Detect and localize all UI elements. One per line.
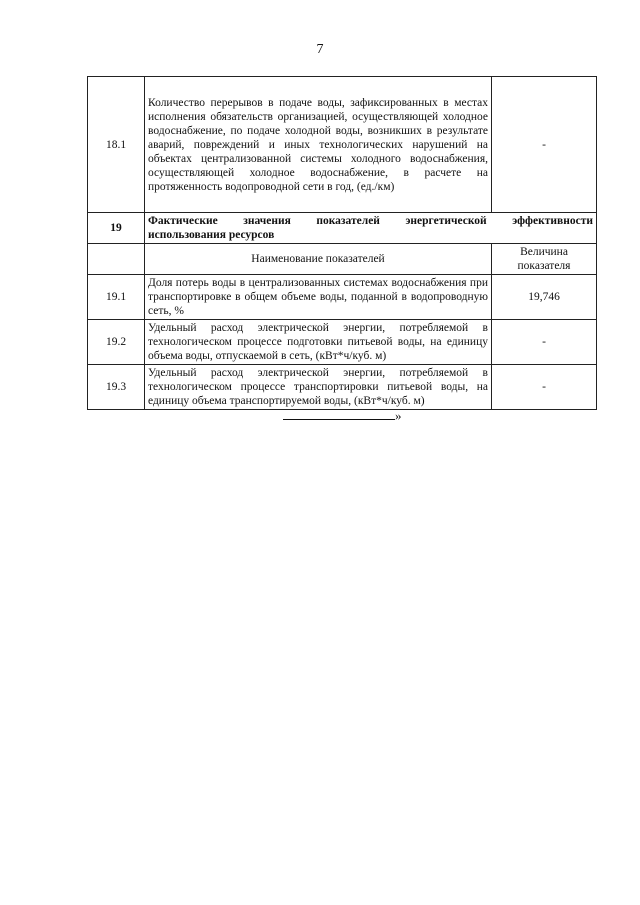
indicator-description: Доля потерь воды в централизованных системах водоснабжения при транспортировке в общем объеме воды, поданной в водопроводную сеть, % bbox=[145, 275, 492, 320]
column-header-row bbox=[88, 244, 597, 275]
closing-quote: » bbox=[395, 408, 402, 423]
indicators-table bbox=[87, 76, 597, 410]
indicator-description: Удельный расход электрической энергии, потребляемой в технологическом процессе транспортировки питьевой воды, на единицу объема транспортируемой воды, (кВт*ч/куб. м) bbox=[145, 365, 492, 410]
indicator-description: Количество перерывов в подаче воды, зафиксированных в местах исполнения обязательств организацией, осуществляющей холодное водоснабжение, по подаче холодной воды, возникших в результате аварий, повреждений и иных технологических нарушений на объектах централизованной системы холодного водоснабжения, осуществляющей холодное водоснабжение, в расчете на протяженность водопроводной сети в год, (ед./км) bbox=[145, 77, 492, 213]
section-title bbox=[145, 213, 597, 244]
table-row bbox=[88, 77, 597, 213]
closing-mark bbox=[283, 408, 402, 424]
table-row bbox=[88, 365, 597, 410]
row-number: 19.2 bbox=[88, 320, 145, 365]
signature-line bbox=[283, 409, 395, 420]
column-header-name: Наименование показателей bbox=[145, 244, 492, 275]
empty-cell bbox=[88, 244, 145, 275]
indicator-value: - bbox=[492, 77, 597, 213]
indicator-value: - bbox=[492, 365, 597, 410]
section-number: 19 bbox=[88, 213, 145, 244]
section-header-row bbox=[88, 213, 597, 244]
row-number: 19.1 bbox=[88, 275, 145, 320]
section-title-line2: использования ресурсов bbox=[148, 229, 275, 241]
page-number: 7 bbox=[316, 42, 324, 57]
indicator-value: 19,746 bbox=[492, 275, 597, 320]
section-title-line1: Фактические значения показателей энергетической эффективности bbox=[148, 215, 593, 227]
table-row bbox=[88, 320, 597, 365]
indicator-value: - bbox=[492, 320, 597, 365]
row-number: 18.1 bbox=[88, 77, 145, 213]
table-row bbox=[88, 275, 597, 320]
column-header-value: Величина показателя bbox=[492, 244, 597, 275]
indicator-description: Удельный расход электрической энергии, потребляемой в технологическом процессе подготовки питьевой воды, на единицу объема воды, отпускаемой в сеть, (кВт*ч/куб. м) bbox=[145, 320, 492, 365]
row-number: 19.3 bbox=[88, 365, 145, 410]
